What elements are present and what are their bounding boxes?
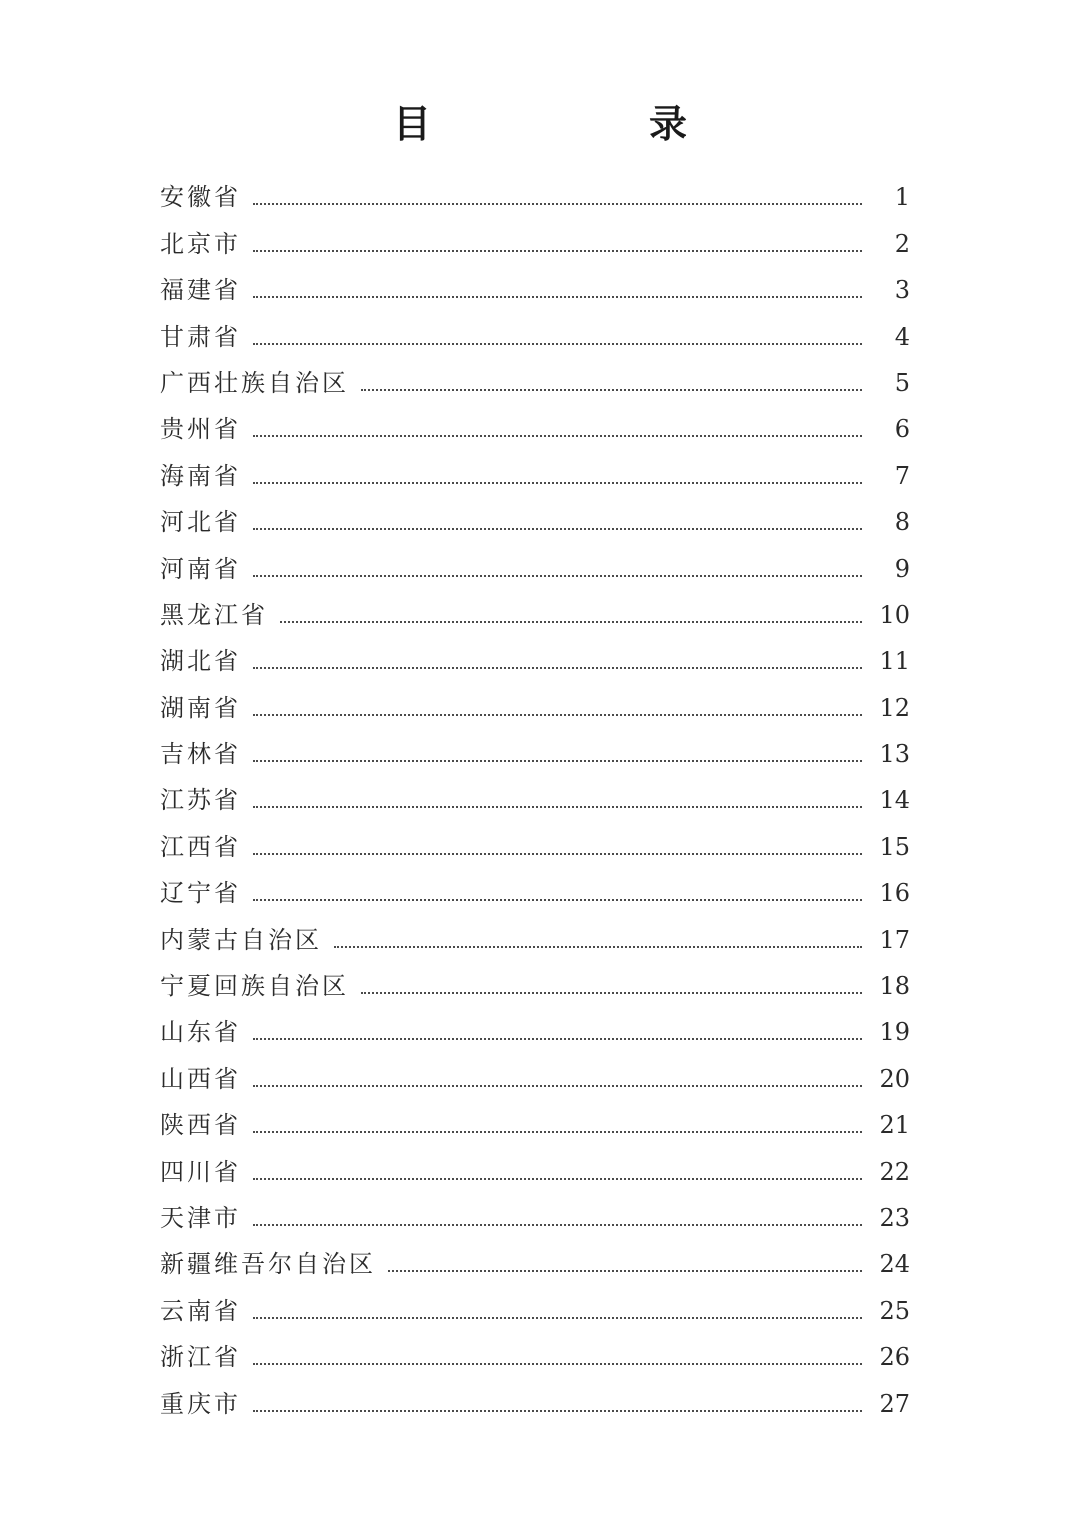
toc-entry[interactable] [160,1380,910,1426]
toc-entry-label: 新疆维吾尔自治区 [160,1250,376,1279]
toc-entry-page-number: 9 [894,554,910,583]
toc-dot-leader [253,203,862,205]
toc-dot-leader [388,1270,862,1272]
toc-entry-page-number: 24 [879,1250,910,1279]
toc-dot-leader [253,482,862,484]
toc-entry-label: 广西壮族自治区 [160,368,349,397]
toc-entry-page-number: 3 [894,276,910,305]
toc-entry-page-number: 23 [879,1203,910,1232]
toc-entry[interactable] [160,267,910,313]
toc-entry-label: 吉林省 [160,740,241,769]
toc-dot-leader [361,389,862,391]
toc-entry-label: 江西省 [160,832,241,861]
toc-entry-page-number: 11 [879,647,910,676]
toc-entry[interactable] [160,592,910,638]
toc-dot-leader [253,806,862,808]
toc-dot-leader [253,1131,862,1133]
toc-entry-page-number: 19 [879,1018,910,1047]
toc-entry-label: 海南省 [160,461,241,490]
toc-entry[interactable] [160,963,910,1009]
toc-entry-label: 福建省 [160,276,241,305]
toc-entry[interactable] [160,452,910,498]
toc-entry-label: 甘肃省 [160,322,241,351]
toc-entry-label: 黑龙江省 [160,600,268,629]
toc-dot-leader [253,250,862,252]
toc-entry-page-number: 12 [879,693,910,722]
toc-entry[interactable] [160,1334,910,1380]
toc-entry-page-number: 10 [879,600,910,629]
toc-entry-label: 宁夏回族自治区 [160,972,349,1001]
page-title: 目 录 [392,101,777,146]
toc-dot-leader [361,992,862,994]
toc-entry-page-number: 1 [894,183,910,212]
toc-entry-label: 江苏省 [160,786,241,815]
toc-dot-leader [280,621,862,623]
toc-entry-page-number: 15 [879,832,910,861]
toc-entry-page-number: 22 [879,1157,910,1186]
toc-dot-leader [253,1224,862,1226]
toc-entry[interactable] [160,406,910,452]
toc-entry-page-number: 27 [879,1389,910,1418]
toc-entry[interactable] [160,174,910,220]
toc-entry-label: 安徽省 [160,183,241,212]
toc-dot-leader [253,1410,862,1412]
toc-entry-page-number: 5 [894,368,910,397]
toc-entry-page-number: 6 [894,415,910,444]
toc-entry-page-number: 8 [894,508,910,537]
toc-entry-page-number: 14 [879,786,910,815]
toc-dot-leader [253,296,862,298]
toc-entry-page-number: 4 [894,322,910,351]
toc-entry-label: 四川省 [160,1157,241,1186]
toc-dot-leader [253,343,862,345]
toc-dot-leader [253,1085,862,1087]
toc-dot-leader [253,435,862,437]
toc-entry-page-number: 25 [879,1296,910,1325]
toc-dot-leader [334,946,862,948]
toc-entry[interactable] [160,220,910,266]
toc-entry-page-number: 20 [879,1064,910,1093]
toc-entry[interactable] [160,731,910,777]
toc-entry-label: 河南省 [160,554,241,583]
toc-entry[interactable] [160,360,910,406]
toc-entry-label: 湖南省 [160,693,241,722]
toc-dot-leader [253,714,862,716]
toc-entry-page-number: 7 [894,461,910,490]
toc-dot-leader [253,760,862,762]
toc-dot-leader [253,1363,862,1365]
toc-entry-label: 云南省 [160,1296,241,1325]
toc-dot-leader [253,1038,862,1040]
toc-entry[interactable] [160,1009,910,1055]
toc-entry[interactable] [160,684,910,730]
toc-entry-page-number: 18 [879,972,910,1001]
toc-dot-leader [253,1317,862,1319]
table-of-contents [160,174,910,1427]
toc-entry[interactable] [160,823,910,869]
toc-entry-label: 陕西省 [160,1111,241,1140]
toc-entry-label: 山东省 [160,1018,241,1047]
toc-entry[interactable] [160,1102,910,1148]
toc-dot-leader [253,853,862,855]
toc-entry-label: 内蒙古自治区 [160,925,322,954]
toc-entry[interactable] [160,313,910,359]
toc-dot-leader [253,899,862,901]
toc-dot-leader [253,575,862,577]
toc-dot-leader [253,667,862,669]
toc-entry-page-number: 13 [879,740,910,769]
toc-entry-label: 湖北省 [160,647,241,676]
toc-entry[interactable] [160,545,910,591]
toc-entry-label: 贵州省 [160,415,241,444]
toc-entry[interactable] [160,916,910,962]
toc-entry[interactable] [160,1148,910,1194]
toc-dot-leader [253,1178,862,1180]
toc-entry-page-number: 2 [894,229,910,258]
toc-entry[interactable] [160,1287,910,1333]
toc-entry[interactable] [160,870,910,916]
toc-entry-label: 北京市 [160,229,241,258]
toc-entry-label: 天津市 [160,1203,241,1232]
toc-dot-leader [253,528,862,530]
toc-entry[interactable] [160,638,910,684]
toc-entry[interactable] [160,499,910,545]
toc-entry-label: 辽宁省 [160,879,241,908]
toc-entry-page-number: 21 [879,1111,910,1140]
toc-entry-page-number: 26 [879,1343,910,1372]
toc-entry-label: 河北省 [160,508,241,537]
toc-entry[interactable] [160,1241,910,1287]
toc-entry[interactable] [160,1195,910,1241]
toc-entry-label: 重庆市 [160,1389,241,1418]
toc-entry-label: 浙江省 [160,1343,241,1372]
toc-entry[interactable] [160,777,910,823]
toc-entry-page-number: 17 [879,925,910,954]
toc-entry-label: 山西省 [160,1064,241,1093]
toc-entry[interactable] [160,1055,910,1101]
toc-entry-page-number: 16 [879,879,910,908]
